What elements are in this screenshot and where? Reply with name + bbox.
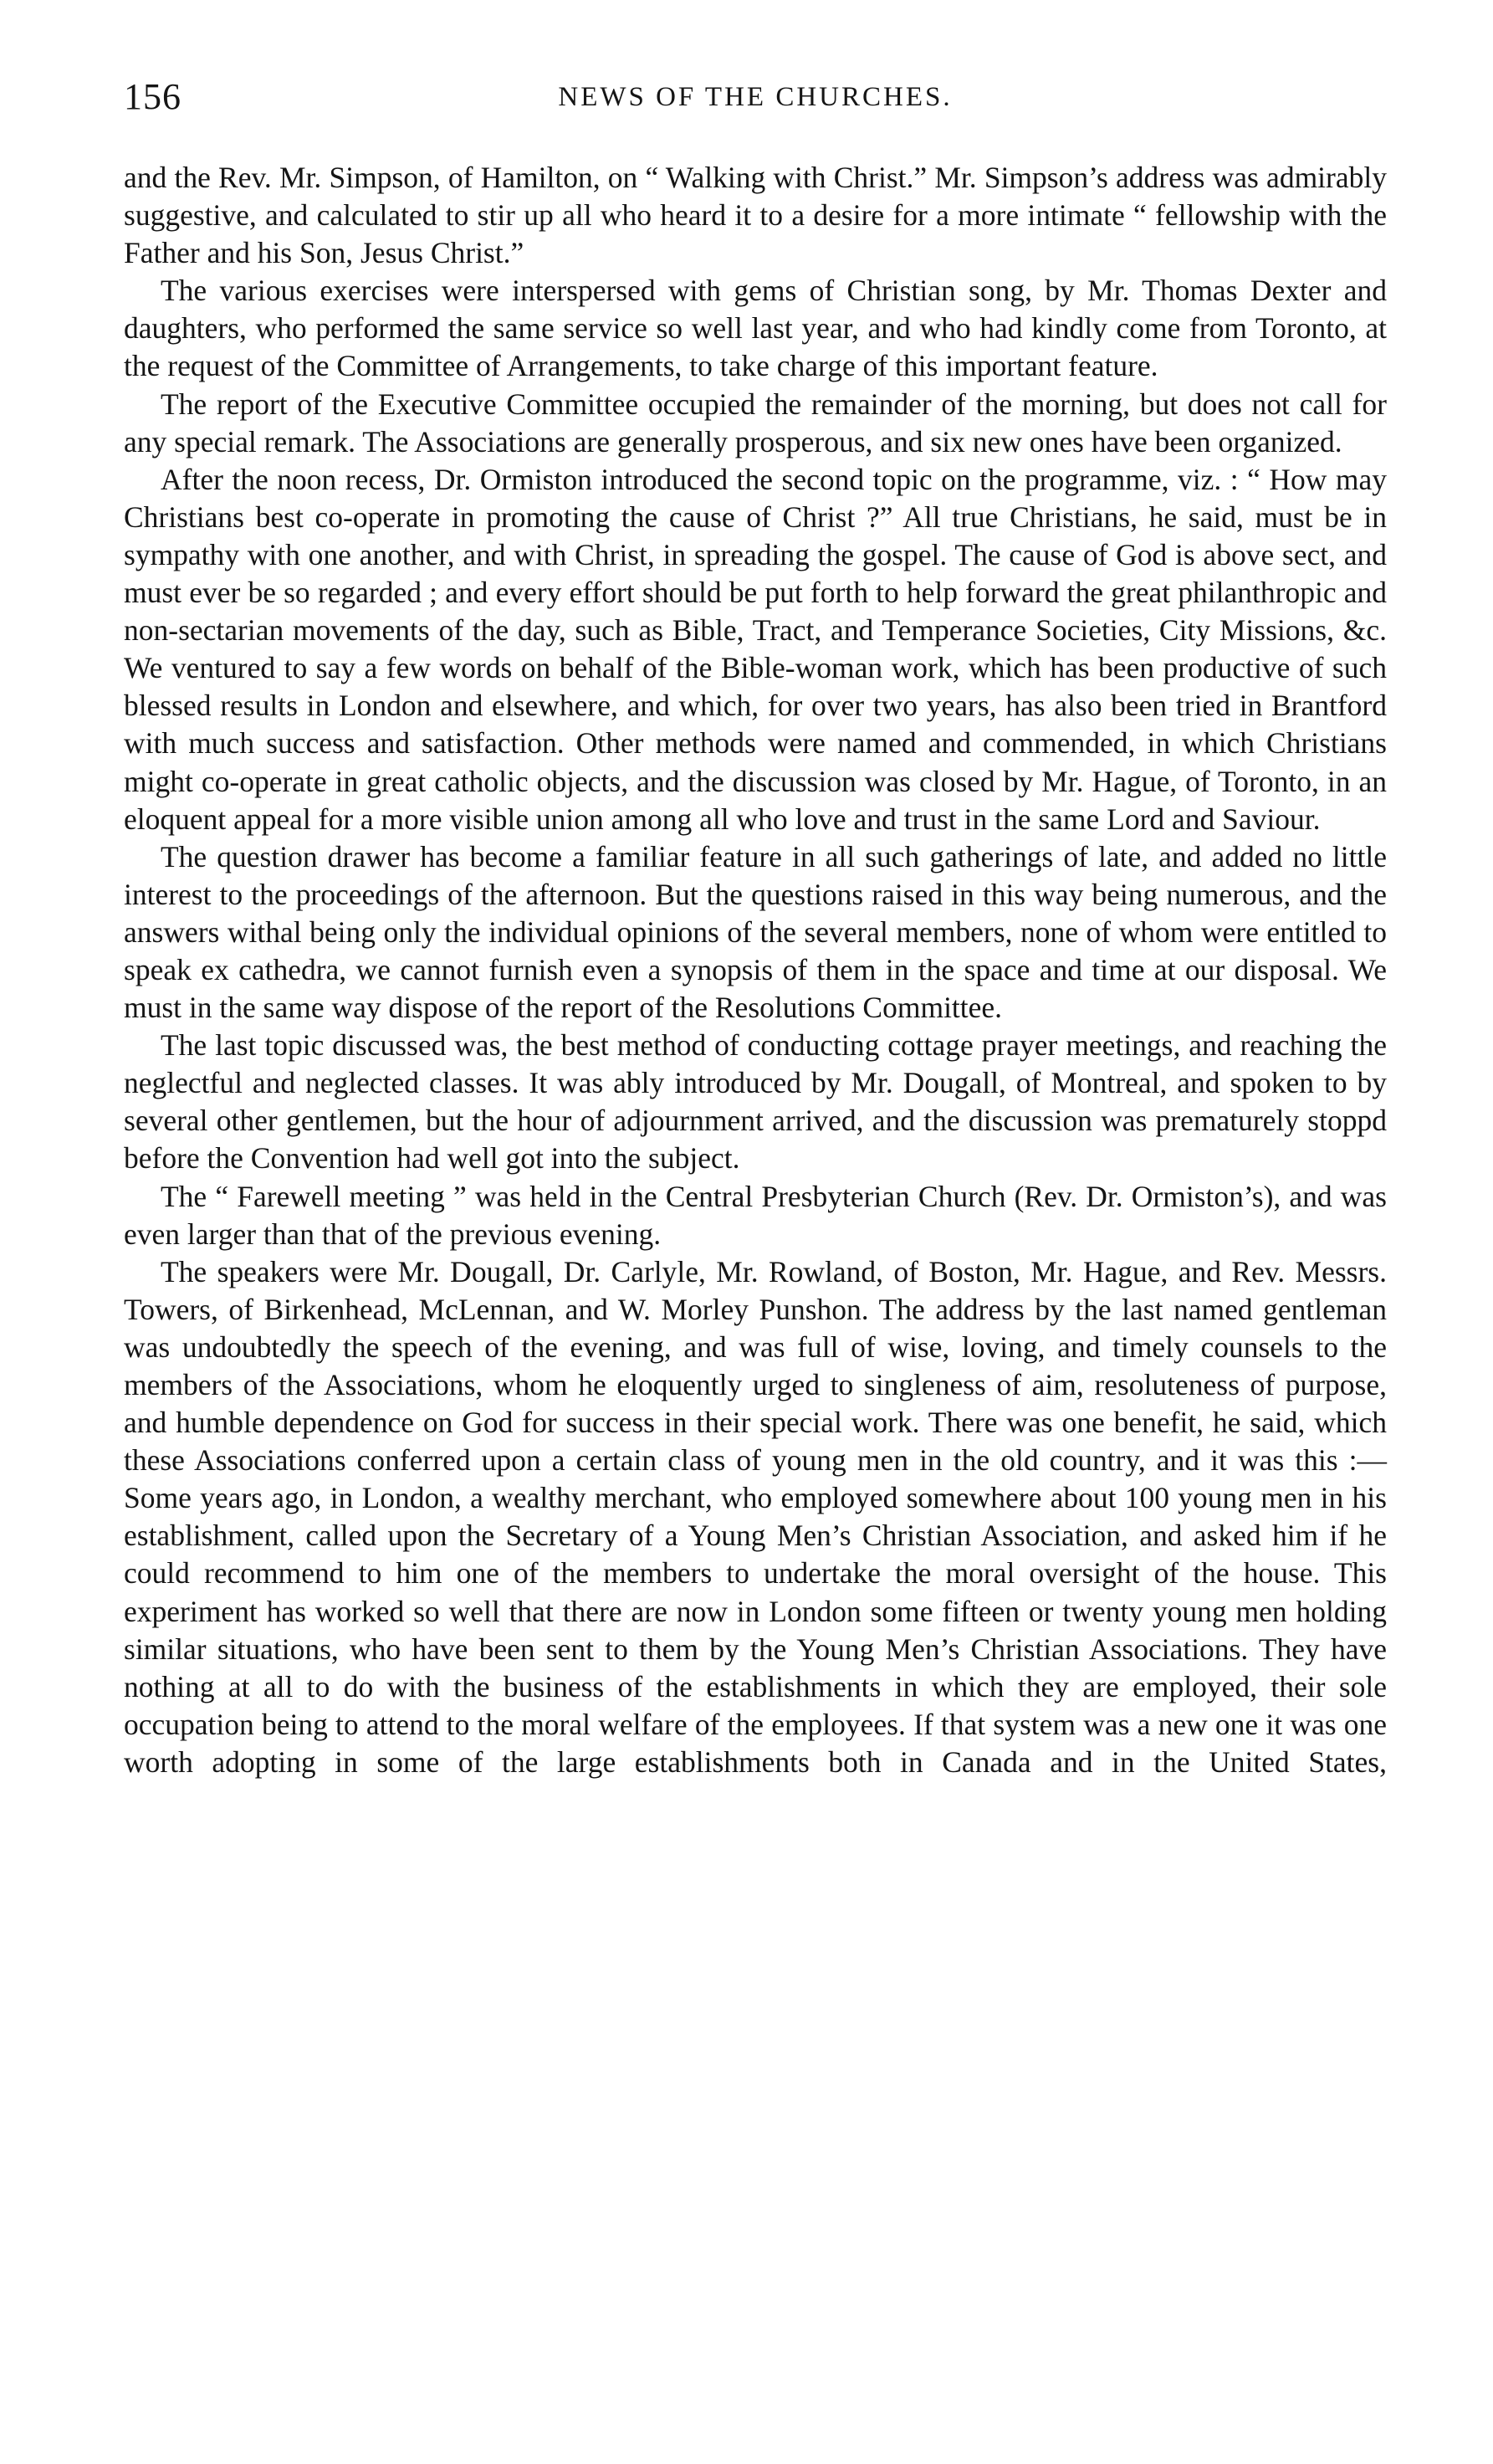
page-number: 156 bbox=[124, 76, 182, 117]
paragraph-farewell-meeting: The “ Farewell meeting ” was held in the Central Presbyterian Church (Rev. Dr. Ormiston’s), and was even larger than that of the previous evening. bbox=[124, 1179, 1387, 1251]
paragraph-second-topic: After the noon recess, Dr. Ormiston introduced the second topic on the programme, viz. : “ How may Christians best co-operate in promoting the cause of Christ ?” All true Christians, he said, must be in sympathy with one another, and with Christ, in spreading the gospel. The cause of God is above sect, and must ever be so regarded ; and every effort should be put forth to help forward the great philanthropic and non-sectarian movements of the day, such as Bible, Tract, and Temperance Societies, City Missions, &c. We ventured to say a few words on behalf of the Bible-woman work, which has been productive of such blessed results in London and elsewhere, and which, for over two years, has also been tried in Brantford with much success and satisfaction. Other methods were named and commended, in which Christians might co-operate in great catholic objects, and the discussion was closed by Mr. Hague, of Toronto, in an eloquent appeal for a more visible union among all who love and trust in the same Lord and Saviour. bbox=[124, 462, 1387, 836]
paragraph-continued: and the Rev. Mr. Simpson, of Hamilton, on “ Walking with Christ.” Mr. Simpson’s address was admirably suggestive, and calculated to stir up all who heard it to a desire for a more intimate “ fellowship with the Father and his Son, Jesus Christ.” bbox=[124, 161, 1387, 270]
paragraph-question-drawer: The question drawer has become a familiar feature in all such gatherings of late, and added no little interest to the proceedings of the afternoon. But the questions raised in this way being numerous, and the answers withal being only the individual opinions of the several members, none of whom were entitled to speak ex cathedra, we cannot furnish even a synopsis of them in the space and time at our disposal. We must in the same way dispose of the report of the Resolutions Committee. bbox=[124, 839, 1387, 1025]
paragraph-speakers: The speakers were Mr. Dougall, Dr. Carlyle, Mr. Rowland, of Boston, Mr. Hague, and Rev. Messrs. Towers, of Birkenhead, McLennan, and W. Morley Punshon. The address by the last named gentleman was undoubtedly the speech of the evening, and was full of wise, loving, and timely counsels to the members of the Associations, whom he eloquently urged to singleness of aim, resoluteness of purpose, and humble dependence on God for success in their special work. There was one benefit, he said, which these Associations conferred upon a certain class of young men in the old country, and it was this :—Some years ago, in London, a wealthy merchant, who employed somewhere about 100 young men in his establishment, called upon the Secretary of a Young Men’s Christian Association, and asked him if he could recommend to him one of the members to undertake the moral oversight of the house. This experiment has worked so well that there are now in London some fifteen or twenty young men holding similar situations, who have been sent to them by the Young Men’s Christian Associations. They have nothing at all to do with the business of the establishments in which they are employed, their sole occupation being to attend to the moral welfare of the employees. If that system was a new one it was one worth adopting in some of the large establishments both in Canada and in the United States, bbox=[124, 1254, 1387, 1779]
paragraph-christian-song: The various exercises were interspersed with gems of Christian song, by Mr. Thomas Dexter and daughters, who performed the same service so well last year, and who had kindly come from Toronto, at the request of the Committee of Arrangements, to take charge of this important feature. bbox=[124, 274, 1387, 383]
paragraph-cottage-prayer-meetings: The last topic discussed was, the best method of conducting cottage prayer meetings, and reaching the neglectful and neglected classes. It was ably introduced by Mr. Dougall, of Montreal, and spoken to by several other gentlemen, but the hour of adjournment arrived, and the discussion was prematurely stoppd before the Convention had well got into the subject. bbox=[124, 1028, 1387, 1176]
paragraph-executive-report: The report of the Executive Committee occupied the remainder of the morning, but does not call for any special remark. The Associations are generally prosperous, and six new ones have been organized. bbox=[124, 387, 1387, 458]
article-body bbox=[124, 159, 1387, 1781]
running-header bbox=[124, 72, 1387, 122]
running-title: NEWS OF THE CHURCHES. bbox=[558, 82, 953, 112]
